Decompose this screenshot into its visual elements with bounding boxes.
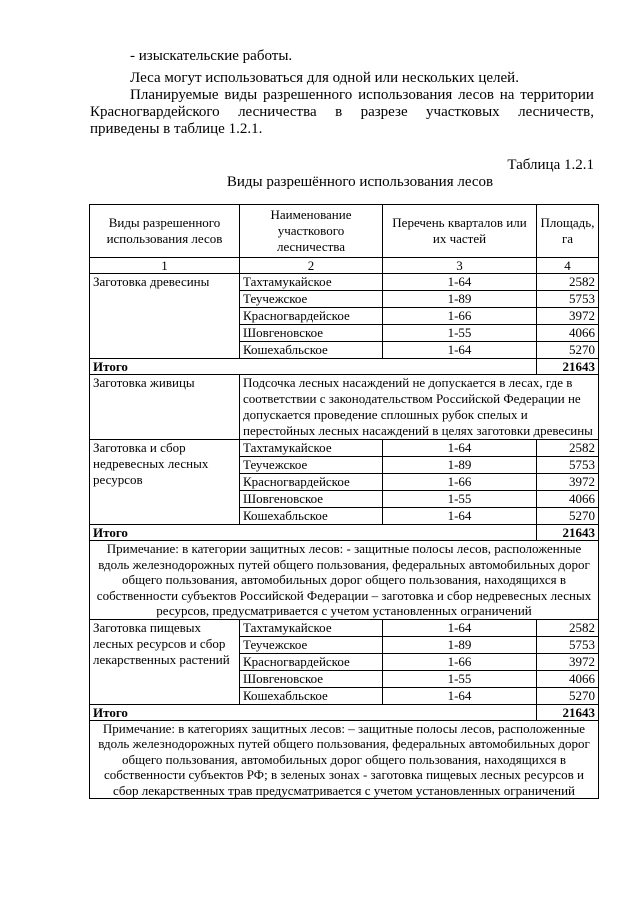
note-text: Примечание: в категории защитных лесов: - защитные полосы лесов, расположенные вдоль железнодорожных путей общего пользования, федеральных автомобильных дорог общего пользования, автомобильных дорог общего пользования, находящихся в собственности субъектов Российской Федерации – заготовка и сбор недревесных лесных ресурсов, предусматривается с учетом установленных ограничений bbox=[90, 541, 599, 620]
table-row bbox=[90, 274, 599, 291]
area-cell: 5270 bbox=[537, 687, 599, 704]
quarters-cell: 1-66 bbox=[383, 653, 537, 670]
use-type-cell: Заготовка и сбор недревесных лесных ресурсов bbox=[90, 440, 240, 525]
table-header-row bbox=[90, 205, 599, 258]
area-cell: 4066 bbox=[537, 491, 599, 508]
total-label: Итого bbox=[90, 704, 537, 720]
col-number: 1 bbox=[90, 258, 240, 274]
note-row bbox=[90, 720, 599, 799]
district-cell: Шовгеновское bbox=[240, 670, 383, 687]
total-label: Итого bbox=[90, 359, 537, 375]
intro-line-1: - изыскательские работы. bbox=[130, 48, 293, 64]
table-label: Таблица 1.2.1 bbox=[507, 157, 594, 173]
table-caption: Виды разрешённого использования лесов bbox=[226, 174, 494, 190]
header-quarters: Перечень кварталов или их частей bbox=[383, 205, 537, 258]
district-cell: Тахтамукайское bbox=[240, 274, 383, 291]
use-type-cell: Заготовка живицы bbox=[90, 375, 240, 440]
area-cell: 4066 bbox=[537, 325, 599, 342]
district-cell: Теучежское bbox=[240, 636, 383, 653]
area-cell: 2582 bbox=[537, 619, 599, 636]
quarters-cell: 1-64 bbox=[383, 508, 537, 525]
quarters-cell: 1-55 bbox=[383, 670, 537, 687]
col-number: 4 bbox=[537, 258, 599, 274]
quarters-cell: 1-64 bbox=[383, 687, 537, 704]
col-number: 3 bbox=[383, 258, 537, 274]
use-type-cell: Заготовка пищевых лесных ресурсов и сбор лекарственных растений bbox=[90, 619, 240, 704]
table-row bbox=[90, 619, 599, 636]
area-cell: 5753 bbox=[537, 291, 599, 308]
area-cell: 2582 bbox=[537, 440, 599, 457]
intro-paragraph-line-1: Планируемые виды разрешенного использования лесов на территории bbox=[130, 87, 594, 103]
district-cell: Шовгеновское bbox=[240, 491, 383, 508]
intro-paragraph-line-2: Красногвардейского лесничества в разрезе участковых лесничеств, bbox=[90, 104, 594, 120]
total-value: 21643 bbox=[537, 704, 599, 720]
district-cell: Красногвардейское bbox=[240, 653, 383, 670]
area-cell: 2582 bbox=[537, 274, 599, 291]
total-value: 21643 bbox=[537, 525, 599, 541]
header-use-type: Виды разрешенного использования лесов bbox=[90, 205, 240, 258]
quarters-cell: 1-66 bbox=[383, 308, 537, 325]
intro-line-2: Леса могут использоваться для одной или нескольких целей. bbox=[130, 70, 519, 86]
total-row bbox=[90, 704, 599, 720]
district-cell: Тахтамукайское bbox=[240, 440, 383, 457]
area-cell: 3972 bbox=[537, 474, 599, 491]
quarters-cell: 1-55 bbox=[383, 325, 537, 342]
table-row bbox=[90, 375, 599, 440]
quarters-cell: 1-64 bbox=[383, 342, 537, 359]
district-cell: Красногвардейское bbox=[240, 308, 383, 325]
quarters-cell: 1-64 bbox=[383, 274, 537, 291]
note-text: Примечание: в категориях защитных лесов: – защитные полосы лесов, расположенные вдоль железнодорожных путей общего пользования, федеральных автомобильных дорог общего пользования, автомобильных дорог общего пользования, находящихся в собственности субъектов РФ; в зеленых зонах - заготовка пищевых лесных ресурсов и сбор лекарственных трав предусматривается с учетом установленных ограничений bbox=[90, 720, 599, 799]
area-cell: 3972 bbox=[537, 653, 599, 670]
quarters-cell: 1-55 bbox=[383, 491, 537, 508]
district-cell: Теучежское bbox=[240, 291, 383, 308]
area-cell: 3972 bbox=[537, 308, 599, 325]
table-row bbox=[90, 440, 599, 457]
district-cell: Кошехабльское bbox=[240, 342, 383, 359]
quarters-cell: 1-64 bbox=[383, 619, 537, 636]
district-cell: Кошехабльское bbox=[240, 687, 383, 704]
district-cell: Красногвардейское bbox=[240, 474, 383, 491]
total-row bbox=[90, 525, 599, 541]
total-label: Итого bbox=[90, 525, 537, 541]
district-cell: Кошехабльское bbox=[240, 508, 383, 525]
total-value: 21643 bbox=[537, 359, 599, 375]
header-area: Площадь, га bbox=[537, 205, 599, 258]
forest-use-table bbox=[89, 204, 599, 799]
total-row bbox=[90, 359, 599, 375]
quarters-cell: 1-89 bbox=[383, 636, 537, 653]
area-cell: 5753 bbox=[537, 636, 599, 653]
area-cell: 5270 bbox=[537, 508, 599, 525]
quarters-cell: 1-89 bbox=[383, 291, 537, 308]
col-number: 2 bbox=[240, 258, 383, 274]
area-cell: 4066 bbox=[537, 670, 599, 687]
intro-paragraph-line-3: приведены в таблице 1.2.1. bbox=[90, 121, 263, 137]
quarters-cell: 1-89 bbox=[383, 457, 537, 474]
area-cell: 5753 bbox=[537, 457, 599, 474]
quarters-cell: 1-66 bbox=[383, 474, 537, 491]
area-cell: 5270 bbox=[537, 342, 599, 359]
use-type-cell: Заготовка древесины bbox=[90, 274, 240, 359]
note-row bbox=[90, 541, 599, 620]
column-number-row bbox=[90, 258, 599, 274]
quarters-cell: 1-64 bbox=[383, 440, 537, 457]
district-cell: Теучежское bbox=[240, 457, 383, 474]
restriction-text: Подсочка лесных насаждений не допускается в лесах, где в соответствии с законодательством Российской Федерации не допускается проведение сплошных рубок спелых и перестойных лесных насаждений в целях заготовки древесины bbox=[240, 375, 599, 440]
district-cell: Шовгеновское bbox=[240, 325, 383, 342]
header-district: Наименование участкового лесничества bbox=[240, 205, 383, 258]
district-cell: Тахтамукайское bbox=[240, 619, 383, 636]
